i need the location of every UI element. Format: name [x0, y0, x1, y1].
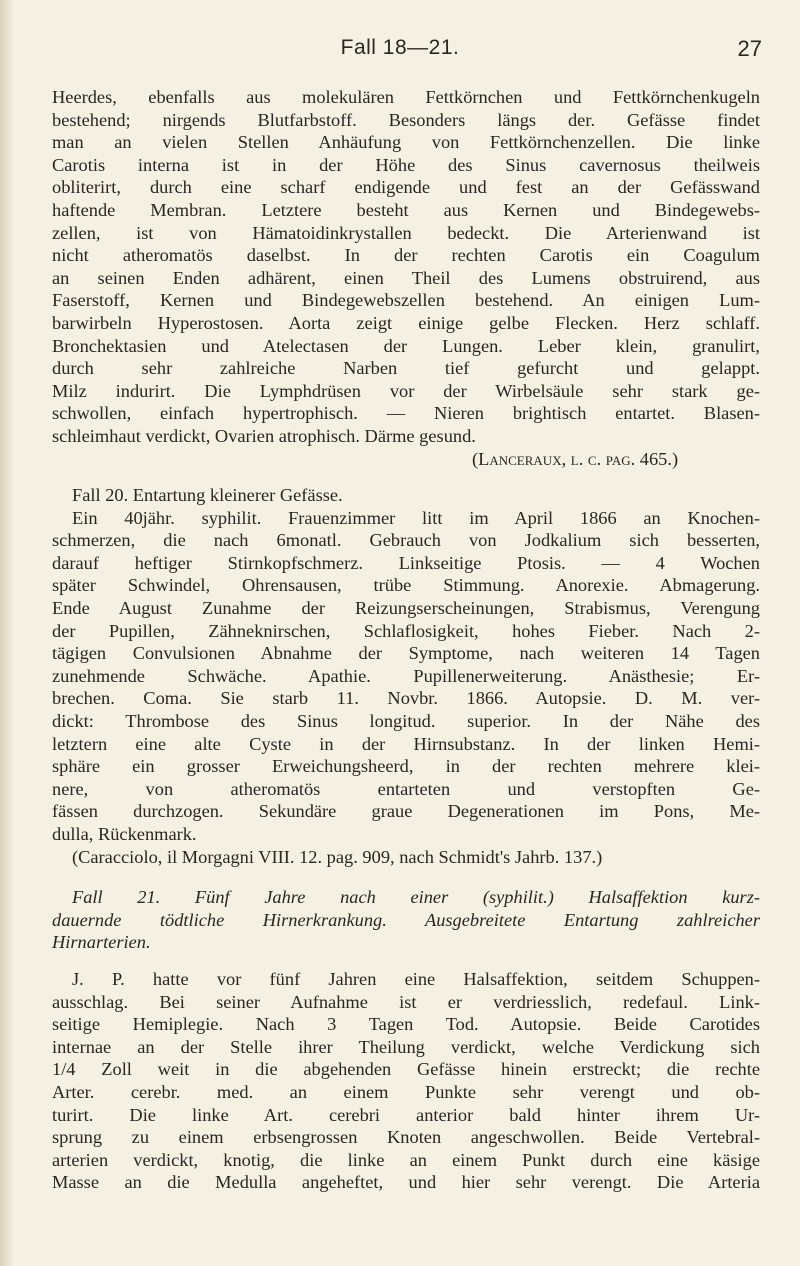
case-21-heading: Fall 21. Fünf Jahre nach einer (syphilit.) Halsaffektion kurz- [72, 887, 760, 908]
text-line: Arter. cerebr. med. an einem Punkte sehr verengt und ob- [52, 1081, 760, 1102]
text-line: haftende Membran. Letztere besteht aus Kernen und Bindegewebs- [52, 199, 760, 220]
text-line: schwollen, einfach hypertrophisch. — Nieren brightisch entartet. Blasen- [52, 403, 760, 424]
text-line: schleimhaut verdickt, Ovarien atrophisch. Därme gesund. [52, 425, 476, 446]
text-line: Carotis interna ist in der Höhe des Sinus cavernosus theilweis [52, 154, 760, 175]
text-line: Milz indurirt. Die Lymphdrüsen vor der Wirbelsäule sehr stark ge- [52, 380, 760, 401]
text-line: brechen. Coma. Sie starb 11. Novbr. 1866. Autopsie. D. M. ver- [52, 688, 760, 709]
text-line: der Pupillen, Zähneknirschen, Schlaflosigkeit, hohes Fieber. Nach 2- [52, 620, 760, 641]
text-line: J. P. hatte vor fünf Jahren eine Halsaffektion, seitdem Schuppen- [72, 968, 760, 989]
text-line: durch sehr zahlreiche Narben tief gefurcht und gelappt. [52, 358, 760, 379]
text-line: Ein 40jähr. syphilit. Frauenzimmer litt im April 1866 an Knochen- [72, 507, 760, 528]
text-line: 1/4 Zoll weit in die abgehenden Gefässe hinein erstreckt; die rechte [52, 1059, 760, 1080]
text-line: dickt: Thrombose des Sinus longitud. superior. In der Nähe des [52, 711, 760, 732]
citation-lanceraux: (Lanceraux, l. c. pag. 465.) [472, 448, 679, 469]
running-title: Fall 18—21. [340, 36, 460, 59]
text-line: letztern eine alte Cyste in der Hirnsubstanz. In der linken Hemi- [52, 733, 760, 754]
text-line: Faserstoff, Kernen und Bindegewebszellen bestehend. An einigen Lum- [52, 290, 760, 311]
text-line: an seinen Enden adhärent, einen Theil des Lumens obstruirend, aus [52, 267, 760, 288]
text-line: zunehmende Schwäche. Apathie. Pupillenerweiterung. Anästhesie; Er- [52, 665, 760, 686]
text-line: tägigen Convulsionen Abnahme der Symptome, nach weiteren 14 Tagen [52, 643, 760, 664]
text-line: darauf heftiger Stirnkopfschmerz. Linkseitige Ptosis. — 4 Wochen [52, 552, 760, 573]
running-head [0, 36, 800, 64]
text-line: internae an der Stelle ihrer Theilung verdickt, welche Verdickung sich [52, 1036, 760, 1057]
text-line: sphäre ein grosser Erweichungsheerd, in der rechten mehrere klei- [52, 756, 760, 777]
text-line: schmerzen, die nach 6monatl. Gebrauch von Jodkalium sich besserten, [52, 530, 760, 551]
text-line: Ende August Zunahme der Reizungserscheinungen, Strabismus, Verengung [52, 598, 760, 619]
text-line: ausschlag. Bei seiner Aufnahme ist er verdriesslich, redefaul. Link- [52, 991, 760, 1012]
text-line: später Schwindel, Ohrensausen, trübe Stimmung. Anorexie. Abmagerung. [52, 575, 760, 596]
case-21-heading: dauernde tödtliche Hirnerkrankung. Ausgebreitete Entartung zahlreicher [52, 909, 760, 930]
text-line: man an vielen Stellen Anhäufung von Fettkörnchenzellen. Die linke [52, 132, 760, 153]
text-line: sprung zu einem erbsengrossen Knoten angeschwollen. Beide Vertebral- [52, 1127, 760, 1148]
text-line: seitige Hemiplegie. Nach 3 Tagen Tod. Autopsie. Beide Carotides [52, 1014, 760, 1035]
case-20-heading: Fall 20. Entartung kleinerer Gefässe. [72, 485, 343, 506]
text-line: Masse an die Medulla angeheftet, und hier sehr verengt. Die Arteria [52, 1172, 760, 1193]
body-text [52, 86, 760, 1194]
text-line: nicht atheromatös daselbst. In der rechten Carotis ein Coagulum [52, 245, 760, 266]
text-line: turirt. Die linke Art. cerebri anterior bald hinter ihrem Ur- [52, 1104, 760, 1125]
case-21-heading: Hirnarterien. [52, 932, 151, 953]
citation-caracciolo: (Caracciolo, il Morgagni VIII. 12. pag. 909, nach Schmidt's Jahrb. 137.) [72, 846, 603, 867]
text-line: barwirbeln Hyperostosen. Aorta zeigt einige gelbe Flecken. Herz schlaff. [52, 312, 760, 333]
text-line: dulla, Rückenmark. [52, 824, 197, 844]
text-line: bestehend; nirgends Blutfarbstoff. Besonders längs der. Gefässe findet [52, 109, 760, 130]
text-line: zellen, ist von Hämatoidinkrystallen bedeckt. Die Arterienwand ist [52, 222, 760, 243]
text-line: Bronchektasien und Atelectasen der Lungen. Leber klein, granulirt, [52, 335, 760, 356]
text-line: Heerdes, ebenfalls aus molekulären Fettkörnchen und Fettkörnchenkugeln [52, 87, 760, 107]
text-line: obliterirt, durch eine scharf endigende und fest an der Gefässwand [52, 177, 760, 198]
text-line: nere, von atheromatös entarteten und verstopften Ge- [52, 778, 760, 799]
page-number: 27 [737, 36, 762, 61]
page-gutter-shadow [0, 0, 14, 1266]
text-line: fässen durchzogen. Sekundäre graue Degenerationen im Pons, Me- [52, 801, 760, 822]
text-line: arterien verdickt, knotig, die linke an einem Punkt durch eine käsige [52, 1149, 760, 1170]
